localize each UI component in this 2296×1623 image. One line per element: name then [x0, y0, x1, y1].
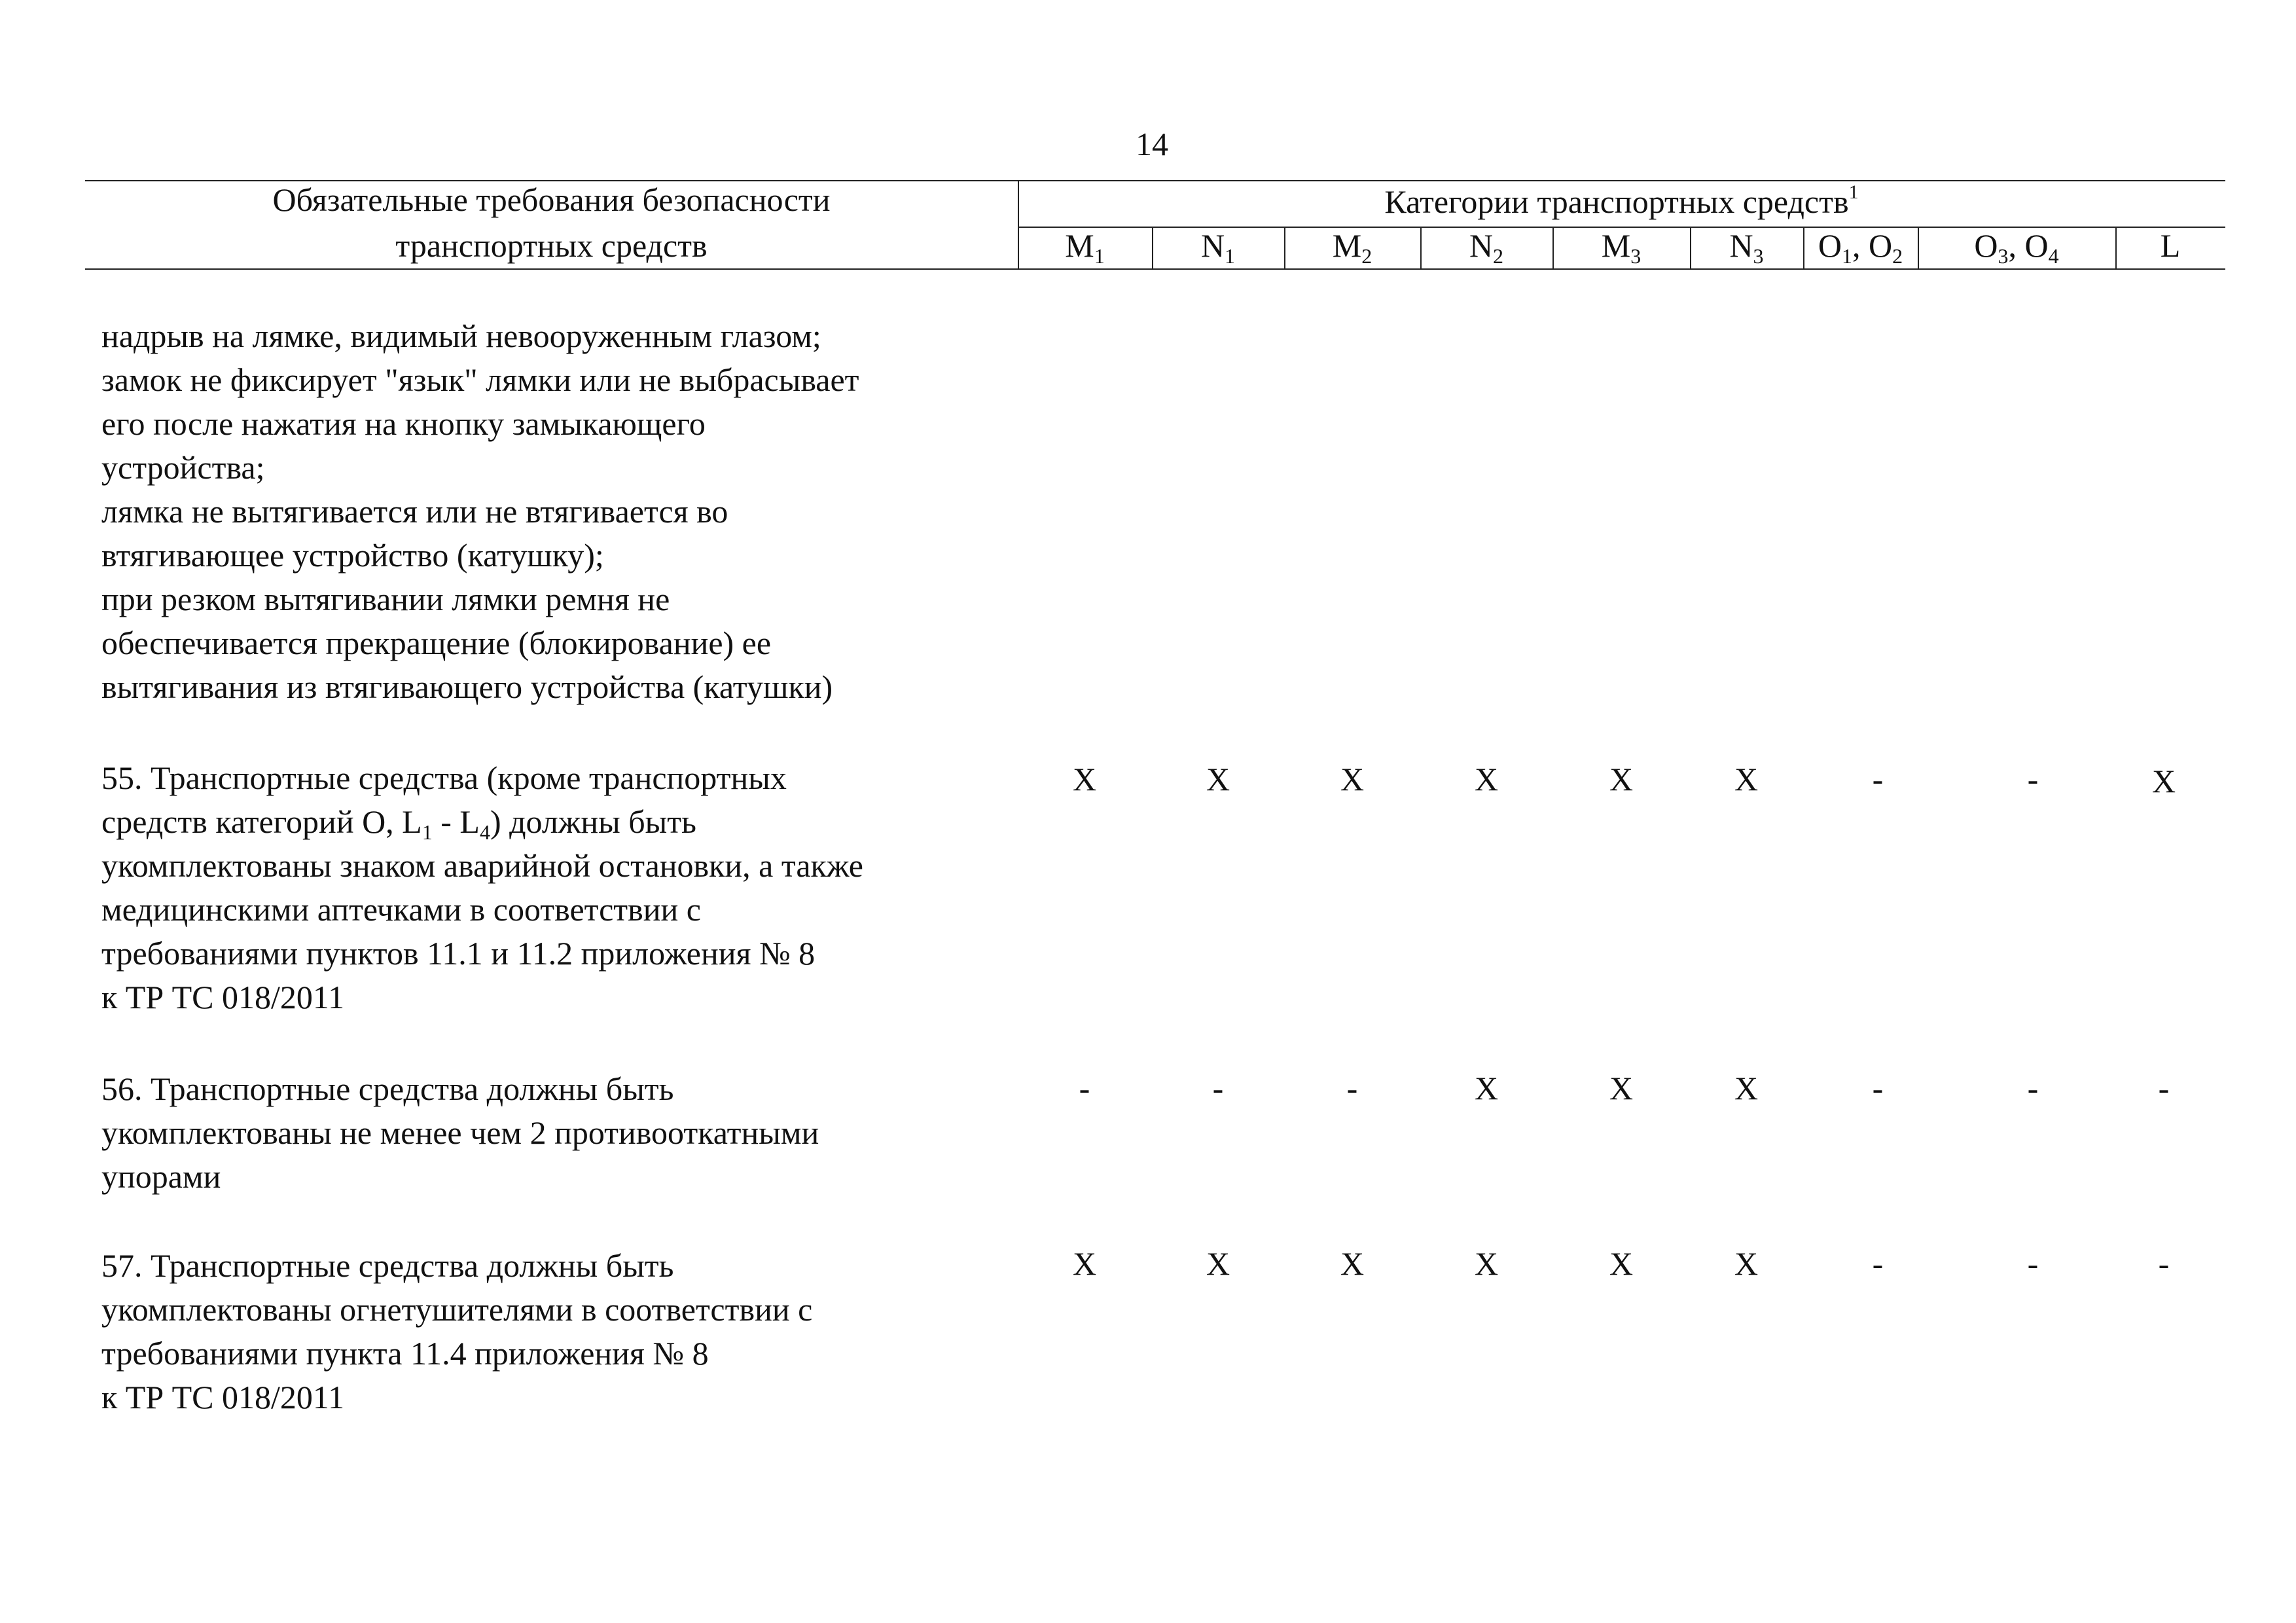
applicability-mark: -: [1346, 1070, 1358, 1106]
text-line: замок не фиксирует "язык" лямки или не выбрасывает: [101, 361, 859, 398]
applicability-mark: -: [2027, 1070, 2039, 1106]
text-line: к ТР ТС 018/2011: [101, 1379, 345, 1415]
text-line: при резком вытягивании лямки ремня не: [101, 581, 670, 617]
text-line: устройства;: [101, 449, 265, 486]
applicability-mark: -: [2027, 1245, 2039, 1282]
applicability-mark: -: [1872, 1070, 1884, 1106]
applicability-mark: X: [1474, 761, 1499, 797]
applicability-mark: X: [1474, 1245, 1499, 1282]
requirement-56-text: [101, 1067, 819, 1199]
text-line: укомплектованы не менее чем 2 противооткатными: [101, 1114, 819, 1151]
applicability-mark: X: [1072, 1245, 1097, 1282]
applicability-mark: -: [1872, 1245, 1884, 1282]
category-header-n3: $N_3$: [1729, 227, 1764, 268]
applicability-mark: X: [1206, 761, 1230, 797]
text-line: 57. Транспортные средства должны быть: [101, 1247, 674, 1284]
requirement-57-text: [101, 1244, 812, 1419]
text-line: требованиями пунктов 11.1 и 11.2 приложения № 8: [101, 935, 816, 972]
applicability-mark: -: [2158, 1070, 2170, 1106]
category-header-n2: $N_2$: [1469, 227, 1504, 268]
text-line: вытягивания из втягивающего устройства (катушки): [101, 668, 833, 705]
applicability-mark: X: [1609, 761, 1634, 797]
requirement-55-text: [101, 756, 863, 1019]
header-bottom-rule: [85, 268, 2225, 270]
applicability-mark: X: [1474, 1070, 1499, 1106]
text-line: 55. Транспортные средства (кроме транспортных: [101, 759, 787, 796]
applicability-mark: -: [1079, 1070, 1090, 1106]
applicability-mark: -: [1212, 1070, 1224, 1106]
requirements-header-line2: транспортных средств: [395, 227, 708, 264]
category-header-m1: $M_1$: [1065, 227, 1105, 268]
continuation-text: [101, 314, 859, 709]
text-line: к ТР ТС 018/2011: [101, 979, 345, 1015]
text-line: втягивающее устройство (катушку);: [101, 537, 604, 574]
applicability-mark: -: [2027, 761, 2039, 797]
applicability-mark: X: [1072, 761, 1097, 797]
categories-title: Категории транспортных средств: [1384, 183, 1849, 220]
applicability-mark: X: [1340, 1245, 1365, 1282]
applicability-mark: X: [1734, 1245, 1759, 1282]
text-line: обеспечивается прекращение (блокирование) ее: [101, 625, 772, 661]
requirements-header-line1: Обязательные требования безопасности: [272, 181, 831, 218]
text-line: требованиями пункта 11.4 приложения № 8: [101, 1335, 709, 1372]
category-header-o3-o4: $O_3$, $O_4$: [1974, 227, 2059, 268]
applicability-mark: -: [2158, 1245, 2170, 1282]
applicability-mark: X: [1734, 761, 1759, 797]
text-line: укомплектованы огнетушителями в соответствии с: [101, 1291, 813, 1328]
text-line: лямка не вытягивается или не втягивается во: [101, 493, 728, 530]
applicability-mark: X: [1609, 1245, 1634, 1282]
page-number: 14: [1136, 126, 1168, 162]
category-header-m2: $M_2$: [1332, 227, 1372, 268]
text-line: укомплектованы знаком аварийной остановки, а также: [101, 847, 863, 884]
category-header-m3: $M_3$: [1601, 227, 1641, 268]
category-header-n1: $N_1$: [1200, 227, 1236, 268]
text-line: медицинскими аптечками в соответствии с: [101, 891, 701, 928]
applicability-mark: X: [1609, 1070, 1634, 1106]
text-line: 56. Транспортные средства должны быть: [101, 1070, 674, 1107]
applicability-mark: X: [2151, 763, 2176, 799]
text-line: средств категорий O, $L_1 - L_4$) должны быть: [101, 803, 696, 844]
category-header-l: L: [2160, 227, 2181, 264]
categories-column-header: [1018, 182, 2225, 221]
category-header-o1-o2: $O_1$, $O_2$: [1818, 227, 1903, 268]
footnote-marker: 1: [1848, 181, 1859, 203]
text-line: его после нажатия на кнопку замыкающего: [101, 405, 706, 442]
applicability-mark: X: [1734, 1070, 1759, 1106]
applicability-mark: -: [1872, 761, 1884, 797]
applicability-mark: X: [1206, 1245, 1230, 1282]
text-line: надрыв на лямке, видимый невооруженным глазом;: [101, 318, 821, 354]
applicability-mark: X: [1340, 761, 1365, 797]
text-line: упорами: [101, 1158, 221, 1195]
